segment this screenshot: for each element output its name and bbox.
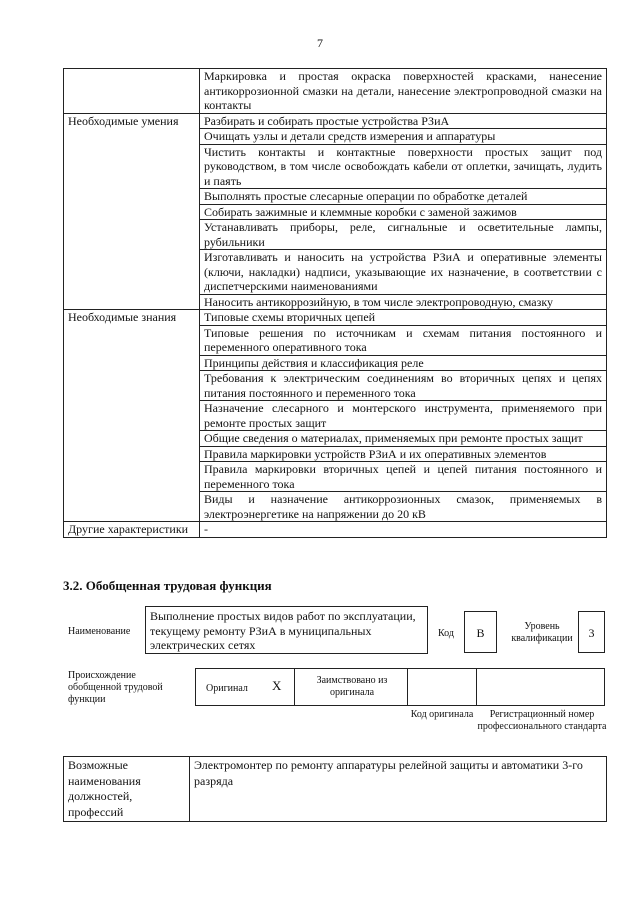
item-cell: - (200, 522, 607, 538)
origin-row (195, 668, 605, 706)
code-value: В (464, 611, 497, 653)
item-cell: Виды и назначение антикоррозионных смазок, применяемых в электроэнергетике на напряжении до 20 кВ (200, 492, 607, 522)
positions-label: Возможные наименования должностей, профессий (64, 757, 190, 822)
item-cell: Изготавливать и наносить на устройства РЗиА и оперативные элементы (ключи, накладки) надписи, указывающие их назначение, в соответствии с диспетчерскими наименованиями (200, 250, 607, 295)
level-label: Уровень квалификации (511, 621, 573, 644)
table-row (64, 310, 607, 326)
original-label: Оригинал (206, 683, 248, 694)
item-cell: Требования к электрическим соединениям во вторичных цепях и цепях питания постоянного и переменного тока (200, 371, 607, 401)
category-cell: Необходимые умения (64, 113, 200, 310)
item-cell: Принципы действия и классификация реле (200, 355, 607, 371)
item-cell: Типовые решения по источникам и схемам питания постоянного и переменного оперативного тока (200, 325, 607, 355)
item-cell: Очищать узлы и детали средств измерения и аппаратуры (200, 129, 607, 145)
code-label: Код (438, 628, 454, 639)
item-cell: Общие сведения о материалах, применяемых при ремонте простых защит (200, 431, 607, 447)
category-cell: Другие характеристики (64, 522, 200, 538)
item-cell: Устанавливать приборы, реле, сигнальные и осветительные лампы, рубильники (200, 220, 607, 250)
reg-number-cell (476, 668, 605, 706)
item-cell: Выполнять простые слесарные операции по обработке деталей (200, 189, 607, 205)
positions-table (63, 756, 607, 822)
item-cell: Назначение слесарного и монтерского инструмента, применяемого при ремонте простых защит (200, 401, 607, 431)
item-cell: Правила маркировки вторичных цепей и цепей питания постоянного и переменного тока (200, 462, 607, 492)
page-number: 7 (317, 36, 323, 50)
table-row (64, 113, 607, 129)
item-cell: Наносить антикоррозийную, в том числе электропроводную, смазку (200, 294, 607, 310)
name-value: Выполнение простых видов работ по эксплуатации, текущему ремонту РЗиА в муниципальных электрических сетях (145, 606, 428, 654)
reg-number-label: Регистрационный номер профессионального стандарта (477, 709, 607, 732)
name-label: Наименование (68, 626, 131, 637)
item-cell: Типовые схемы вторичных цепей (200, 310, 607, 326)
category-cell: Необходимые знания (64, 310, 200, 522)
original-cell (195, 668, 295, 706)
table-row (64, 522, 607, 538)
code-original-cell (407, 668, 477, 706)
skills-knowledge-table (63, 68, 607, 538)
borrowed-label: Заимствовано из оригинала (316, 675, 388, 698)
section-title: 3.2. Обобщенная трудовая функция (63, 578, 272, 593)
level-value: 3 (578, 611, 605, 653)
item-cell: Разбирать и собирать простые устройства РЗиА (200, 113, 607, 129)
item-cell: Чистить контакты и контактные поверхности простых защит под руководством, в том числе освобождать кабели от оплетки, зачищать, лудить и паять (200, 144, 607, 189)
category-cell (64, 69, 200, 114)
original-mark: X (272, 678, 282, 693)
item-cell: Маркировка и простая окраска поверхностей красками, нанесение антикоррозионной смазки на детали, нанесение электропроводной смазки на контакты (200, 69, 607, 114)
borrowed-cell (294, 668, 408, 706)
table-row (64, 69, 607, 114)
code-original-label: Код оригинала (410, 709, 474, 720)
item-cell: Правила маркировки устройств РЗиА и их оперативных элементов (200, 446, 607, 462)
origin-label: Происхождение обобщенной трудовой функции (68, 670, 163, 705)
positions-value: Электромонтер по ремонту аппаратуры релейной защиты и автоматики 3-го разряда (190, 757, 607, 822)
item-cell: Собирать зажимные и клеммные коробки с заменой зажимов (200, 204, 607, 220)
